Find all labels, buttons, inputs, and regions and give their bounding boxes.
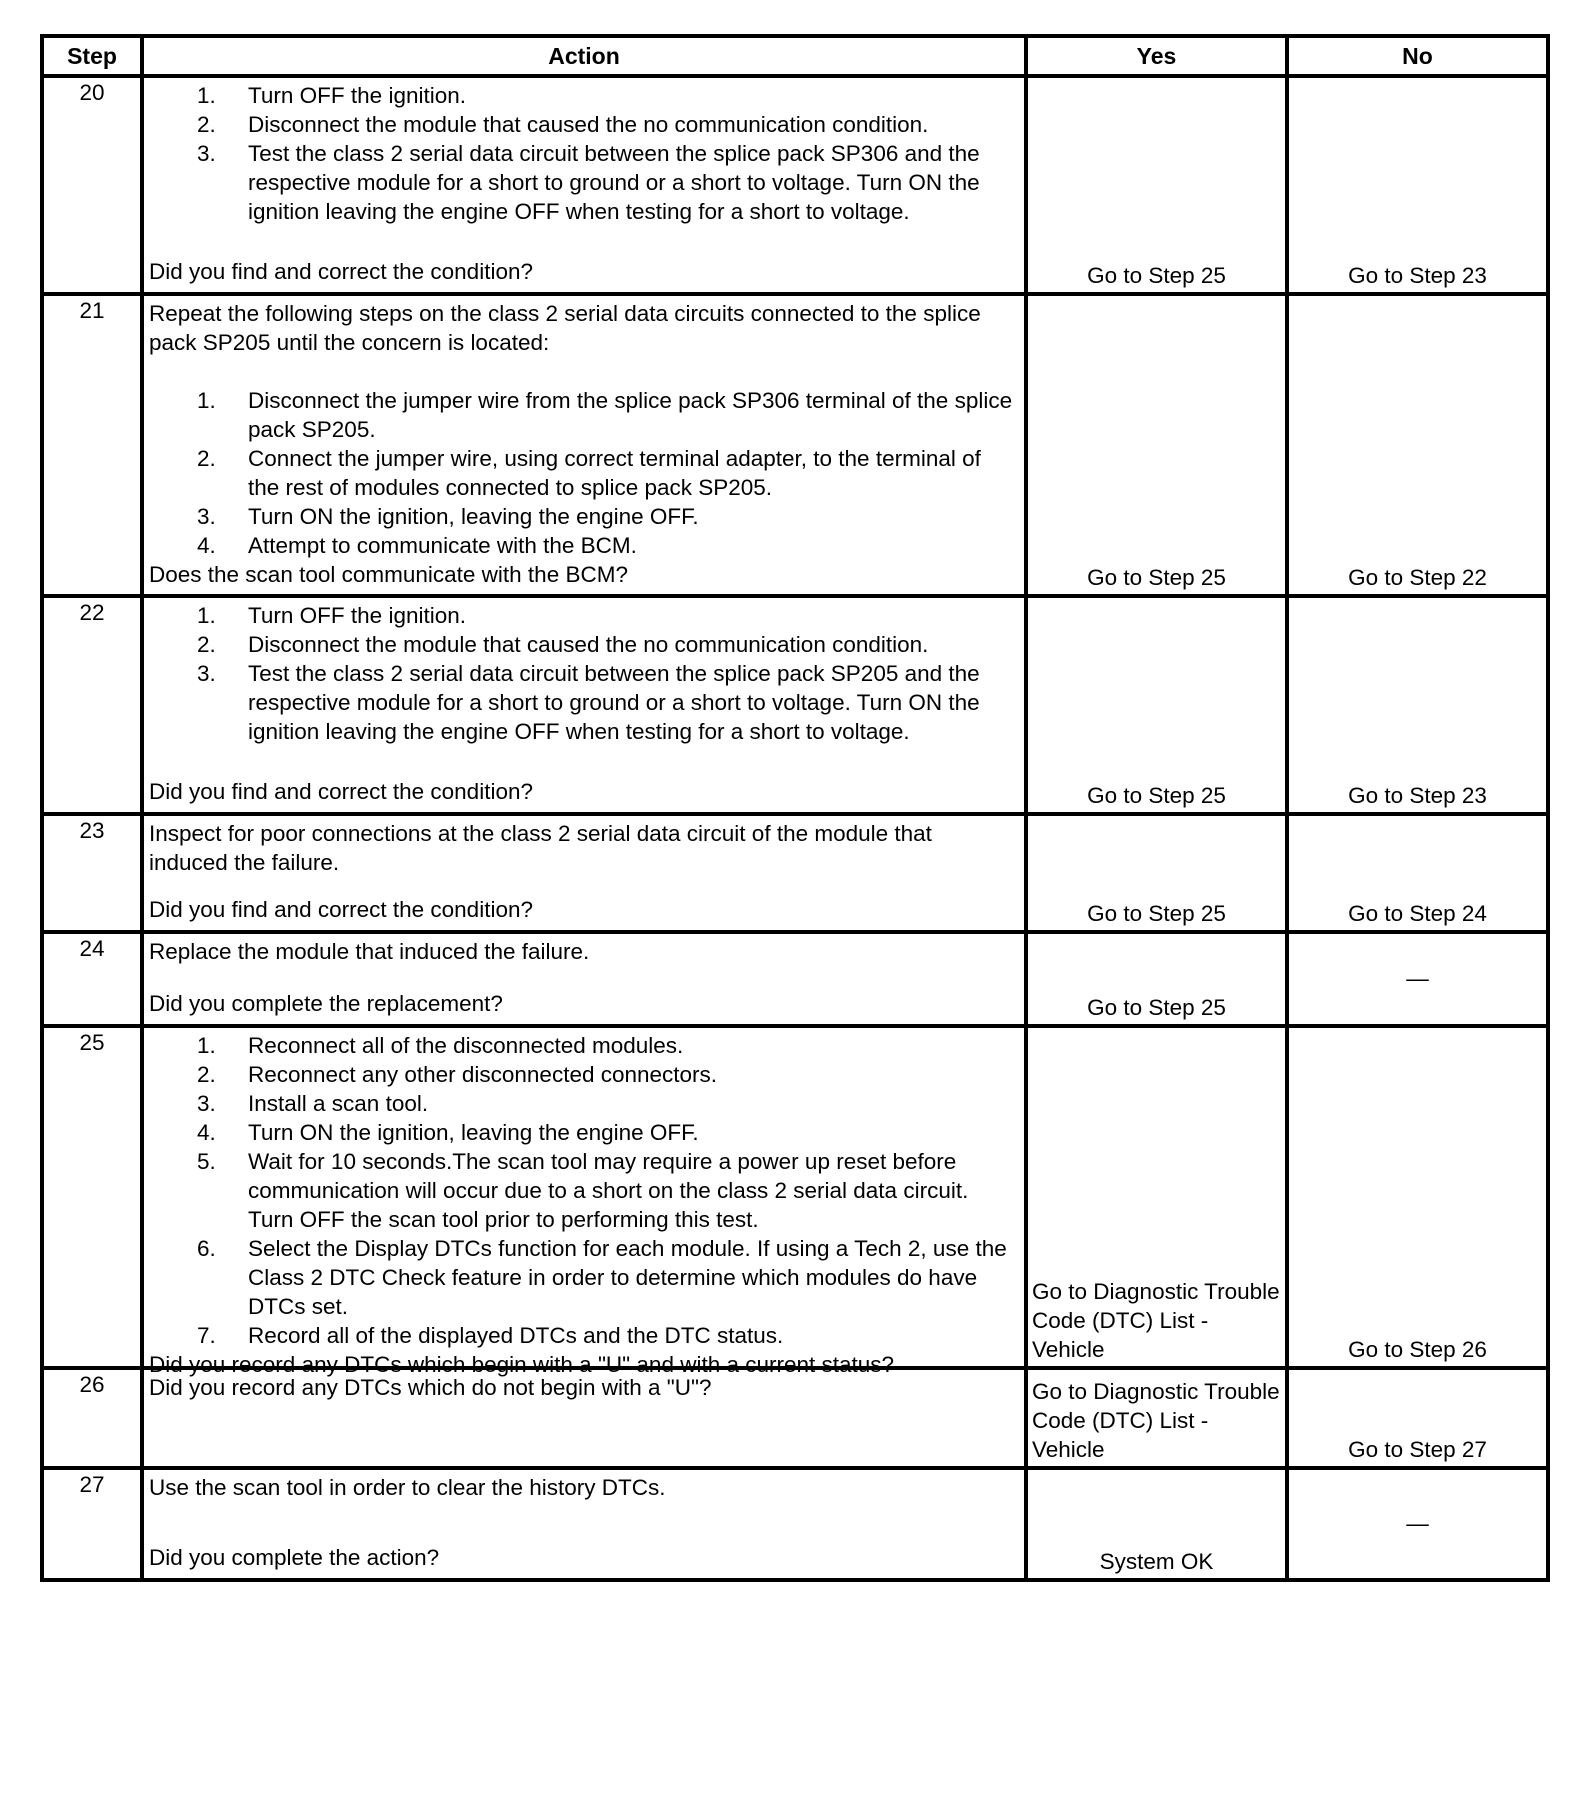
yes-cell: Go to Diagnostic Trouble Code (DTC) List - Vehicle <box>1026 1368 1287 1468</box>
action-question: Did you find and correct the condition? <box>149 779 533 804</box>
yes-cell: Go to Step 25 <box>1026 76 1287 294</box>
action-intro: Repeat the following steps on the class 2 serial data circuits connected to the splice pack SP205 until the concern is located: <box>149 301 981 355</box>
header-yes: Yes <box>1026 36 1287 76</box>
action-intro: Use the scan tool in order to clear the history DTCs. <box>149 1475 666 1500</box>
table-row <box>42 596 1548 814</box>
action-question: Did you record any DTCs which begin with a "U" and with a current status? <box>149 1352 895 1377</box>
step-number: 25 <box>42 1026 142 1368</box>
no-cell: Go to Step 24 <box>1287 814 1548 932</box>
list-item: 3. Test the class 2 serial data circuit between the splice pack SP205 and the respective module for a short to ground or a short to voltage. Turn ON the ignition leaving the engine OFF when testing for a short to voltage. <box>197 661 980 744</box>
action-list <box>149 386 1016 560</box>
action-cell <box>142 1468 1026 1580</box>
no-cell: Go to Step 23 <box>1287 596 1548 814</box>
list-item: 2. Reconnect any other disconnected connectors. <box>197 1062 718 1087</box>
step-number: 26 <box>42 1368 142 1468</box>
action-cell <box>142 294 1026 596</box>
action-cell <box>142 932 1026 1026</box>
list-item: 1. Reconnect all of the disconnected modules. <box>197 1033 684 1058</box>
action-intro: Inspect for poor connections at the class 2 serial data circuit of the module that induced the failure. <box>149 821 932 875</box>
list-item: 7. Record all of the displayed DTCs and the DTC status. <box>197 1323 784 1348</box>
action-intro: Did you record any DTCs which do not begin with a "U"? <box>149 1375 712 1400</box>
yes-cell: System OK <box>1026 1468 1287 1580</box>
no-cell: Go to Step 23 <box>1287 76 1548 294</box>
action-intro: Replace the module that induced the failure. <box>149 939 590 964</box>
header-no: No <box>1287 36 1548 76</box>
yes-cell: Go to Step 25 <box>1026 596 1287 814</box>
step-number: 21 <box>42 294 142 596</box>
yes-cell: Go to Step 25 <box>1026 932 1287 1026</box>
action-question: Did you complete the replacement? <box>149 991 503 1016</box>
diagnostic-table <box>40 34 1550 1582</box>
list-item: 4. Attempt to communicate with the BCM. <box>197 533 637 558</box>
step-number: 27 <box>42 1468 142 1580</box>
yes-cell: Go to Diagnostic Trouble Code (DTC) List - Vehicle <box>1026 1026 1287 1368</box>
list-item: 1. Disconnect the jumper wire from the splice pack SP306 terminal of the splice pack SP205. <box>197 388 1013 442</box>
table-row <box>42 1026 1548 1368</box>
list-item: 2. Disconnect the module that caused the no communication condition. <box>197 112 929 137</box>
action-cell <box>142 1026 1026 1377</box>
table-row <box>42 814 1548 932</box>
action-cell <box>142 814 1026 932</box>
step-number: 24 <box>42 932 142 1026</box>
list-item: 2. Disconnect the module that caused the no communication condition. <box>197 632 929 657</box>
step-number: 20 <box>42 76 142 294</box>
no-cell: Go to Step 26 <box>1287 1026 1548 1368</box>
table-row <box>42 1468 1548 1580</box>
header-row <box>42 36 1548 76</box>
no-cell: — <box>1287 1468 1548 1580</box>
list-item: 4. Turn ON the ignition, leaving the engine OFF. <box>197 1120 699 1145</box>
no-cell: — <box>1287 932 1548 1026</box>
table-row <box>42 1368 1548 1468</box>
list-item: 1. Turn OFF the ignition. <box>197 83 467 108</box>
action-list <box>149 81 1016 226</box>
step-number: 23 <box>42 814 142 932</box>
list-item: 3. Test the class 2 serial data circuit between the splice pack SP306 and the respective module for a short to ground or a short to voltage. Turn ON the ignition leaving the engine OFF when testing for a short to voltage. <box>197 141 980 224</box>
action-cell <box>142 1368 1026 1468</box>
no-cell: Go to Step 22 <box>1287 294 1548 596</box>
table-row <box>42 932 1548 1026</box>
table-row <box>42 76 1548 294</box>
action-cell <box>142 596 1026 814</box>
table-row <box>42 294 1548 596</box>
action-question: Did you complete the action? <box>149 1545 440 1570</box>
action-question: Did you find and correct the condition? <box>149 897 533 922</box>
action-question: Did you find and correct the condition? <box>149 259 533 284</box>
no-cell: Go to Step 27 <box>1287 1368 1548 1468</box>
list-item: 3. Turn ON the ignition, leaving the engine OFF. <box>197 504 699 529</box>
header-action: Action <box>142 36 1026 76</box>
action-list <box>149 601 1016 746</box>
list-item: 5. Wait for 10 seconds.The scan tool may require a power up reset before communication will occur due to a short on the class 2 serial data circuit. Turn OFF the scan tool prior to performing this test. <box>197 1149 969 1232</box>
action-list <box>149 1031 1016 1350</box>
yes-cell: Go to Step 25 <box>1026 814 1287 932</box>
action-question: Does the scan tool communicate with the BCM? <box>149 562 628 587</box>
yes-cell: Go to Step 25 <box>1026 294 1287 596</box>
list-item: 1. Turn OFF the ignition. <box>197 603 467 628</box>
step-number: 22 <box>42 596 142 814</box>
list-item: 3. Install a scan tool. <box>197 1091 429 1116</box>
list-item: 2. Connect the jumper wire, using correct terminal adapter, to the terminal of the rest of modules connected to splice pack SP205. <box>197 446 981 500</box>
header-step: Step <box>42 36 142 76</box>
action-cell <box>142 76 1026 294</box>
list-item: 6. Select the Display DTCs function for each module. If using a Tech 2, use the Class 2 DTC Check feature in order to determine which modules do have DTCs set. <box>197 1236 1007 1319</box>
